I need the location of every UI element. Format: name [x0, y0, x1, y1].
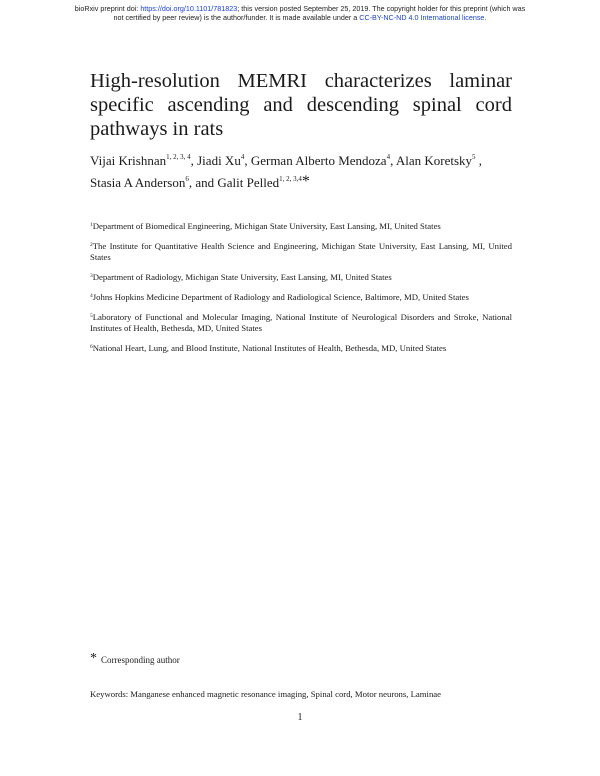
affiliation-item [90, 221, 512, 232]
affiliation-number: 5 [90, 313, 93, 319]
author-affiliation-sup: 1, 2, 3, 4 [166, 153, 191, 161]
affiliation-item [90, 292, 512, 303]
corresponding-note-star: * [90, 651, 97, 666]
author-name: Vijai Krishnan [90, 153, 167, 168]
affiliation-number: 6 [90, 344, 93, 350]
banner-prefix: bioRxiv preprint doi: [74, 4, 141, 13]
affiliation-text: Johns Hopkins Medicine Department of Radiology and Radiological Science, Baltimore, MD, United States [92, 292, 469, 302]
author-name: Galit Pelled [217, 175, 280, 190]
banner-license-suffix: . [484, 13, 487, 22]
banner-posted-text: ; this version posted September 25, 2019. The copyright holder for this preprint (which was [237, 4, 526, 13]
affiliation-number: 2 [90, 242, 93, 248]
corresponding-author-star: * [301, 173, 310, 190]
author-name: German Alberto Mendoza [250, 153, 387, 168]
affiliation-number: 4 [90, 293, 93, 299]
affiliation-text: National Heart, Lung, and Blood Institute, National Institutes of Health, Bethesda, MD, United States [92, 343, 447, 353]
author-name: Jiadi Xu [197, 153, 241, 168]
affiliation-text: Laboratory of Functional and Molecular Imaging, National Institute of Neurological Disorders and Stroke, National Institutes of Health, Bethesda, MD, United States [90, 312, 512, 333]
author-name: Alan Koretsky [395, 153, 473, 168]
author-separator: , [190, 153, 198, 168]
affiliation-text: Department of Biomedical Engineering, Michigan State University, East Lansing, MI, United States [92, 221, 441, 231]
author-affiliation-sup: 4 [240, 153, 245, 161]
affiliation-item [90, 312, 512, 334]
doi-link[interactable]: https://doi.org/10.1101/781823 [140, 4, 238, 13]
paper-title: High-resolution MEMRI characterizes laminar specific ascending and descending spinal cord pathways in rats [90, 70, 512, 140]
affiliation-item [90, 343, 512, 354]
affiliation-item [90, 272, 512, 283]
page-number: 1 [297, 712, 303, 723]
banner-license-prefix: not certified by peer review) is the author/funder. It is made available under a [113, 13, 360, 22]
author-separator: , [244, 153, 251, 168]
affiliation-text: The Institute for Quantitative Health Science and Engineering, Michigan State University, East Lansing, MI, United States [90, 241, 512, 262]
preprint-banner [30, 4, 570, 22]
author-affiliation-sup: 4 [386, 153, 391, 161]
keywords-line: Keywords: Manganese enhanced magnetic resonance imaging, Spinal cord, Motor neurons, Laminae [90, 689, 442, 699]
affiliation-item [90, 241, 512, 263]
license-link[interactable]: CC-BY-NC-ND 4.0 International license [359, 13, 485, 22]
corresponding-author-note [90, 652, 180, 667]
author-list [90, 150, 520, 194]
author-separator: , [390, 153, 396, 168]
author-separator: , and [188, 175, 218, 190]
author-name: Stasia A Anderson [90, 175, 186, 190]
affiliation-number: 3 [90, 273, 93, 279]
banner-line-2 [30, 13, 570, 22]
author-separator: , [475, 153, 483, 168]
corresponding-note-label: Corresponding author [101, 655, 180, 665]
banner-line-1 [30, 4, 570, 13]
affiliation-number: 1 [90, 222, 93, 228]
author-affiliation-sup: 6 [185, 175, 189, 183]
author-affiliation-sup: 1, 2, 3,4 [279, 175, 302, 183]
affiliation-text: Department of Radiology, Michigan State University, East Lansing, MI, United States [92, 272, 392, 282]
author-affiliation-sup: 5 [472, 153, 476, 161]
affiliation-list [90, 221, 512, 354]
